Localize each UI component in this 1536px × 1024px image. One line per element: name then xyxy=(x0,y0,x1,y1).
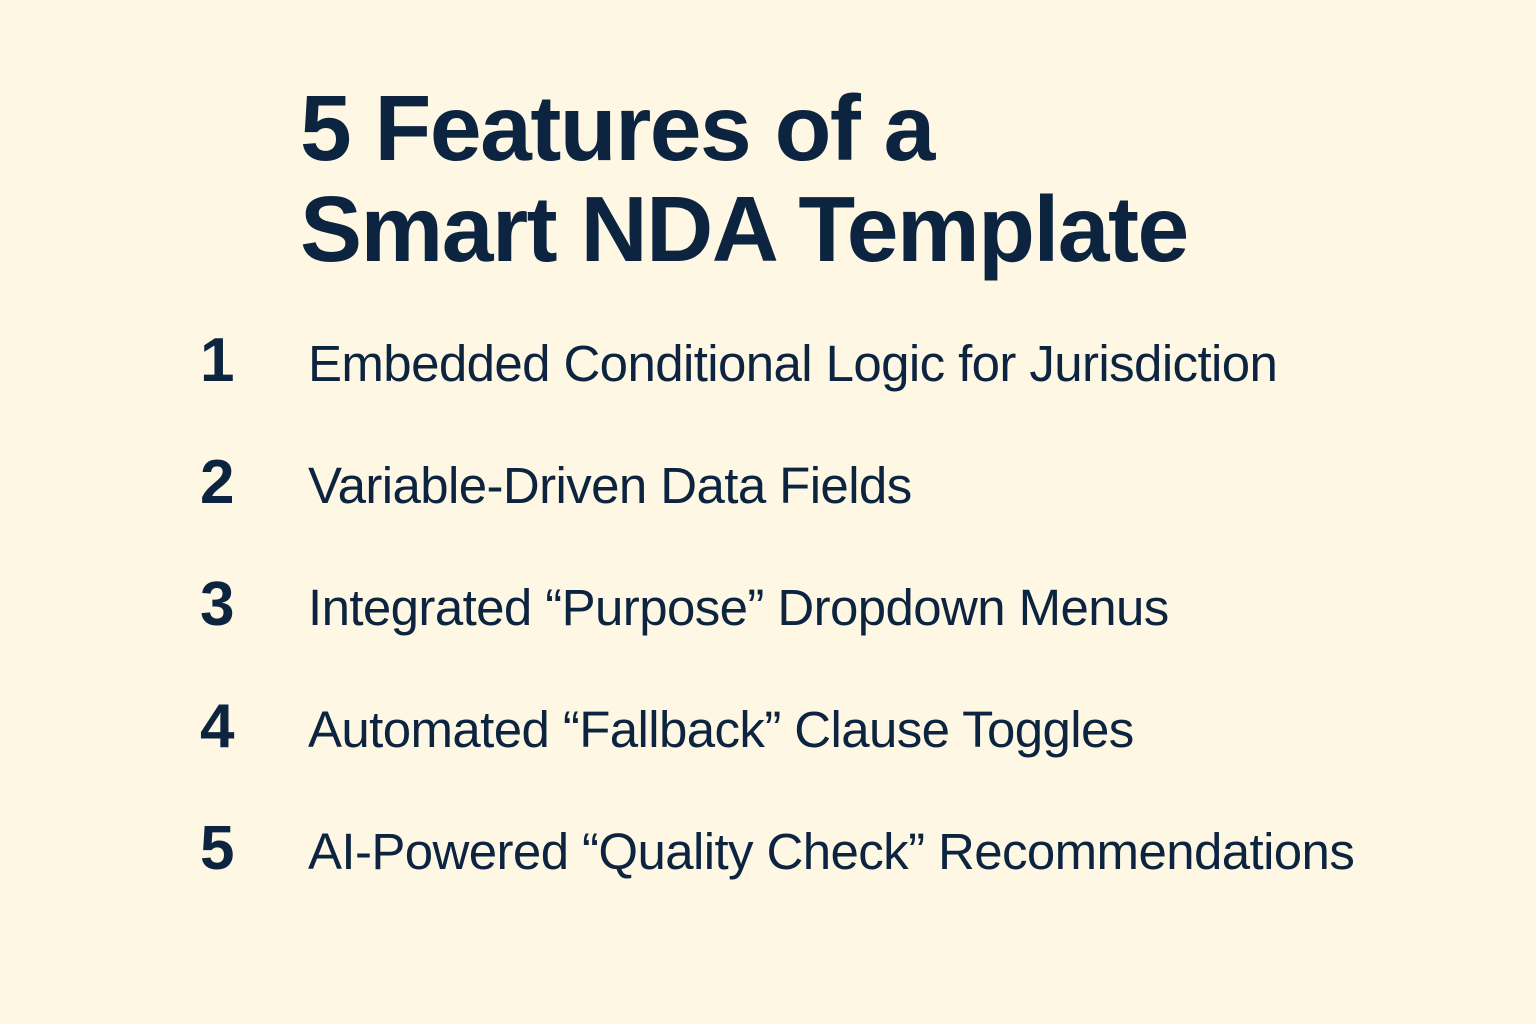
list-item-label: Automated “Fallback” Clause Toggles xyxy=(308,701,1134,758)
list-item xyxy=(200,692,1500,818)
list-item-label: Variable-Driven Data Fields xyxy=(308,457,912,514)
list-item-number: 2 xyxy=(200,448,234,517)
page-title-line-1: 5 Features of a xyxy=(300,76,934,180)
list-item xyxy=(200,326,1500,452)
page-title-line-2: Smart NDA Template xyxy=(300,177,1188,282)
list-item-number: 5 xyxy=(200,814,234,883)
list-item-label: Integrated “Purpose” Dropdown Menus xyxy=(308,579,1169,636)
list-item-number: 4 xyxy=(200,692,234,761)
list-item-number: 3 xyxy=(200,570,234,639)
list-item xyxy=(200,814,1500,940)
feature-list xyxy=(200,326,1500,940)
list-item xyxy=(200,448,1500,574)
list-item xyxy=(200,570,1500,696)
list-item-number: 1 xyxy=(200,326,234,395)
page-title xyxy=(300,78,1420,281)
list-item-label: AI-Powered “Quality Check” Recommendations xyxy=(308,823,1355,880)
list-item-label: Embedded Conditional Logic for Jurisdiction xyxy=(308,335,1278,392)
